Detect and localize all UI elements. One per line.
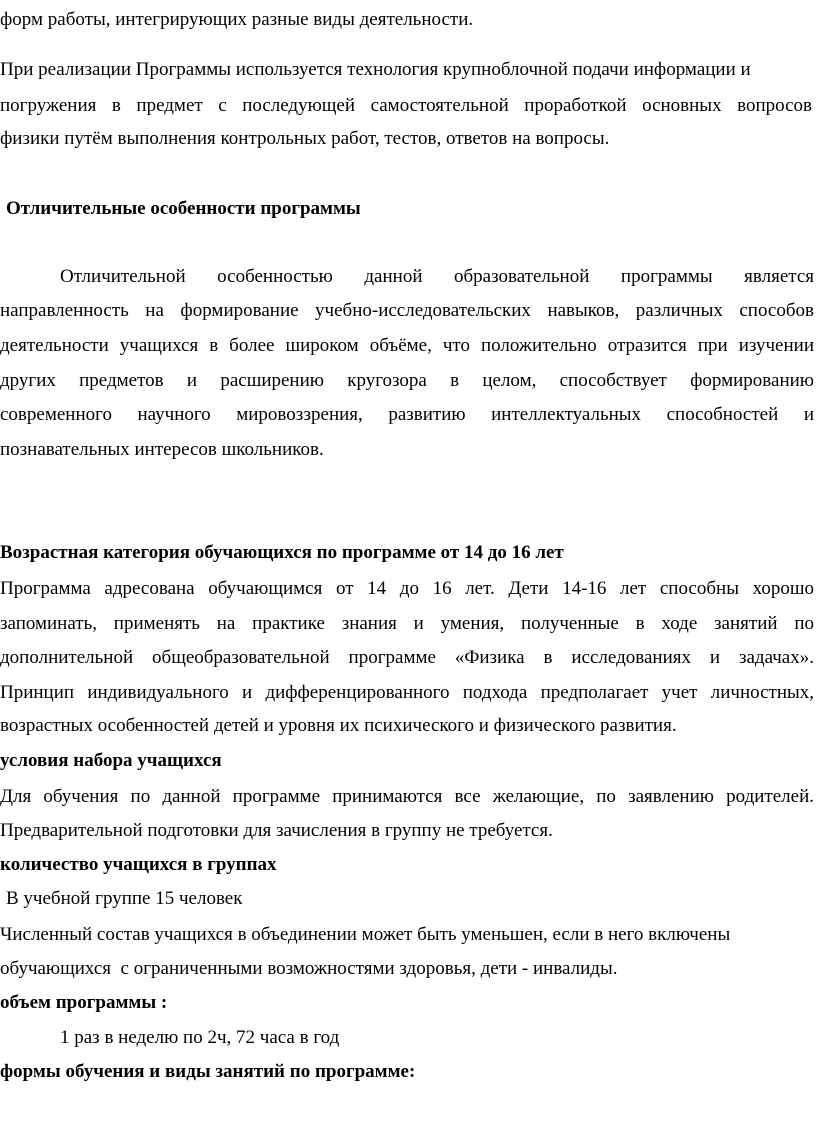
- intro-tail-line: форм работы, интегрирующих разные виды деятельности.: [0, 9, 474, 30]
- volume-heading: объем программы :: [0, 992, 168, 1013]
- group-size-line: В учебной группе 15 человек: [6, 888, 243, 909]
- features-paragraph-line-5: современного научного мировоззрения, развитию интеллектуальных способностей и: [0, 404, 814, 425]
- age-paragraph-line-3: дополнительной общеобразовательной программе «Физика в исследованиях и задачах».: [0, 647, 814, 668]
- forms-heading: формы обучения и виды занятий по программе:: [0, 1061, 416, 1082]
- features-paragraph-line-1: Отличительной особенностью данной образовательной программы является: [60, 266, 814, 287]
- features-heading: Отличительные особенности программы: [6, 198, 361, 219]
- technology-paragraph-line-2: погружения в предмет с последующей самостоятельной проработкой основных вопросов: [0, 95, 812, 116]
- features-paragraph-line-3: деятельности учащихся в более широком объёме, что положительно отразится при изучении: [0, 335, 814, 356]
- technology-paragraph-line-3: физики путём выполнения контрольных работ, тестов, ответов на вопросы.: [0, 128, 610, 149]
- enrollment-heading: условия набора учащихся: [0, 750, 222, 771]
- group-size-paragraph-line-1: Численный состав учащихся в объединении может быть уменьшен, если в него включены: [0, 924, 731, 945]
- enrollment-paragraph-line-1: Для обучения по данной программе принимаются все желающие, по заявлению родителей.: [0, 786, 814, 807]
- features-paragraph-line-6: познавательных интересов школьников.: [0, 439, 324, 460]
- age-paragraph-line-2: запоминать, применять на практике знания и умения, полученные в ходе занятий по: [0, 613, 814, 634]
- age-paragraph-line-1: Программа адресована обучающимся от 14 до 16 лет. Дети 14-16 лет способны хорошо: [0, 578, 814, 599]
- technology-paragraph-line-1: При реализации Программы используется технология крупноблочной подачи информации и: [0, 59, 751, 80]
- group-size-paragraph-line-2: обучающихся с ограниченными возможностями здоровья, дети - инвалиды.: [0, 958, 618, 979]
- age-paragraph-line-4: Принцип индивидуального и дифференцированного подхода предполагает учет личностных,: [0, 682, 814, 703]
- features-paragraph-line-2: направленность на формирование учебно-исследовательских навыков, различных способов: [0, 300, 814, 321]
- volume-line: 1 раз в неделю по 2ч, 72 часа в год: [60, 1027, 340, 1048]
- group-size-heading: количество учащихся в группах: [0, 854, 277, 875]
- features-paragraph-line-4: других предметов и расширению кругозора в целом, способствует формированию: [0, 370, 814, 391]
- age-paragraph-line-5: возрастных особенностей детей и уровня их психического и физического развития.: [0, 715, 677, 736]
- enrollment-paragraph-line-2: Предварительной подготовки для зачисления в группу не требуется.: [0, 820, 553, 841]
- age-heading: Возрастная категория обучающихся по программе от 14 до 16 лет: [0, 542, 564, 563]
